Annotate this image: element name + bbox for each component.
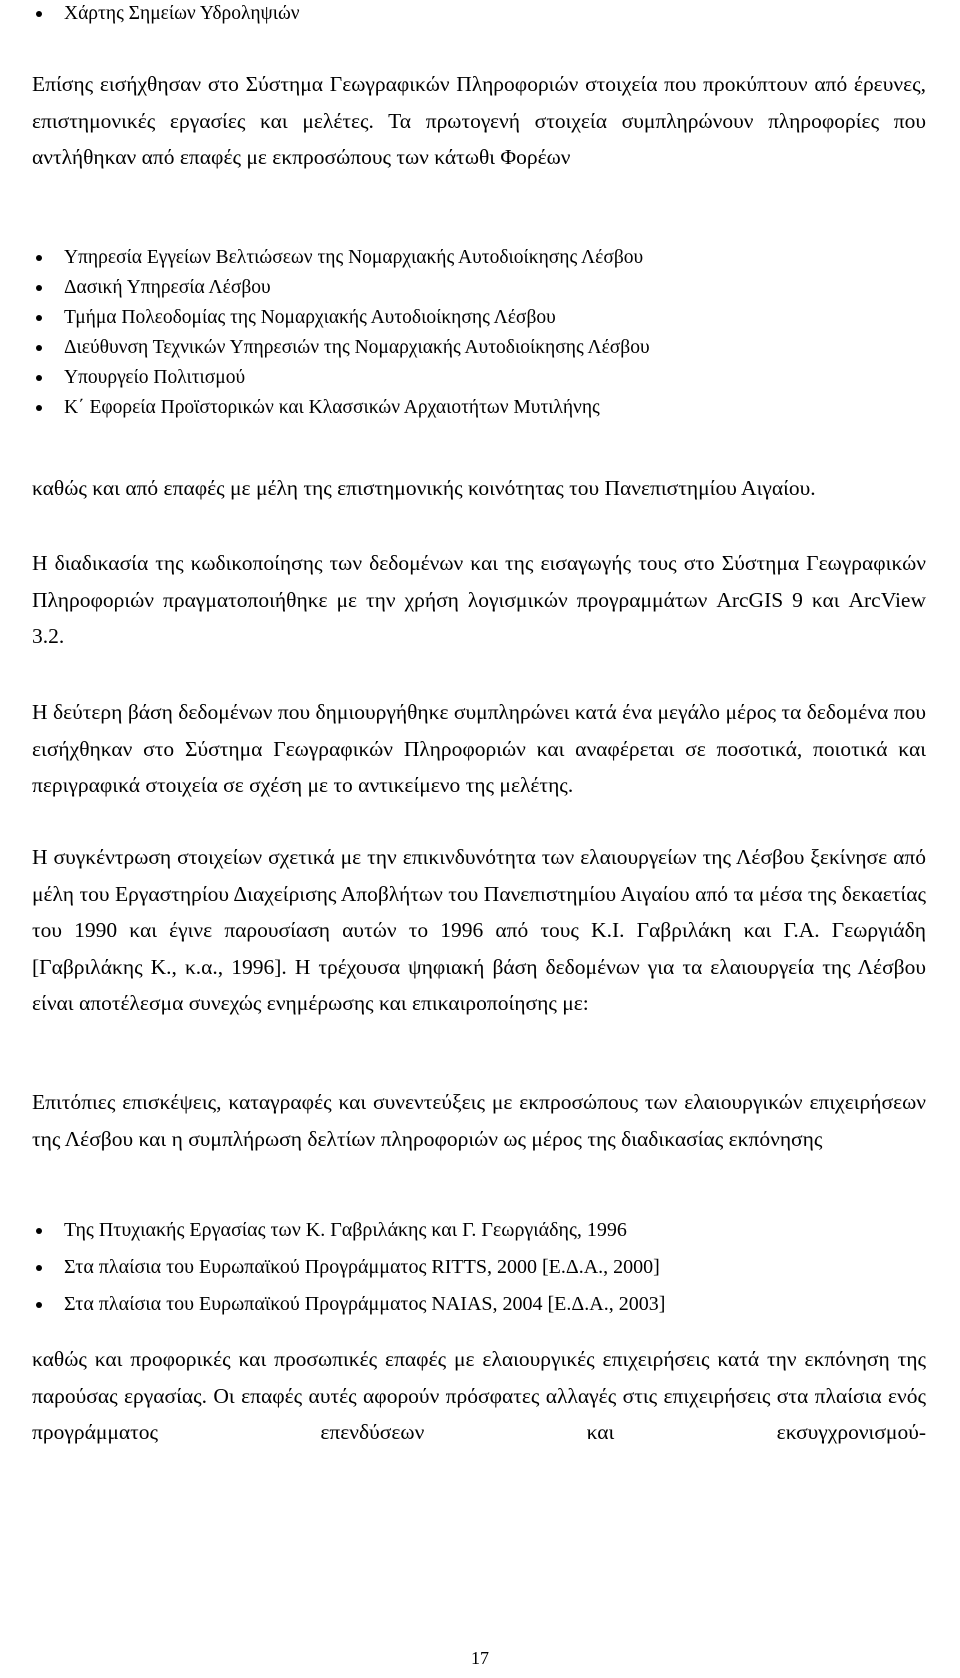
list-item: Διεύθυνση Τεχνικών Υπηρεσιών της Νομαρχιακής Αυτοδιοίκησης Λέσβου <box>32 333 926 363</box>
paragraph-second-database: Η δεύτερη βάση δεδομένων που δημιουργήθηκε συμπληρώνει κατά ένα μεγάλο μέρος τα δεδομένα που εισήχθηκαν στο Σύστημα Γεωγραφικών Πληροφοριών και αναφέρεται σε ποσοτικά, ποιοτικά και περιγραφικά στοιχεία σε σχέση με το αντικείμενο της μελέτης. <box>32 700 926 797</box>
list-item: Υπηρεσία Εγγείων Βελτιώσεων της Νομαρχιακής Αυτοδιοίκησης Λέσβου <box>32 243 926 273</box>
list-item: Δασική Υπηρεσία Λέσβου <box>32 273 926 303</box>
page-number: 17 <box>471 1648 489 1668</box>
list-item: Κ΄ Εφορεία Προϊστορικών και Κλασσικών Αρχαιοτήτων Μυτιλήνης <box>32 393 926 423</box>
list-item: Τμήμα Πολεοδομίας της Νομαρχιακής Αυτοδιοίκησης Λέσβου <box>32 303 926 333</box>
top-bullet-list <box>32 0 926 28</box>
list-item: Στα πλαίσια του Ευρωπαϊκού Προγράμματος RITTS, 2000 [Ε.Δ.Α., 2000] <box>32 1249 926 1286</box>
paragraph-coding: Η διαδικασία της κωδικοποίησης των δεδομένων και της εισαγωγής τους στο Σύστημα Γεωγραφικών Πληροφοριών πραγματοποιήθηκε με την χρήση λογισμικών προγραμμάτων ArcGIS 9 και ArcView 3.2. <box>32 551 926 648</box>
paragraph-olive-mills: Η συγκέντρωση στοιχείων σχετικά με την επικινδυνότητα των ελαιουργείων της Λέσβου ξεκίνησε από μέλη του Εργαστηρίου Διαχείρισης Αποβλήτων του Πανεπιστημίου Αιγαίου από τα μέσα της δεκαετίας του 1990 και έγινε παρουσίαση αυτών το 1996 από τους Κ.Ι. Γαβριλάκη και Γ.Α. Γεωργιάδη [Γαβριλάκης Κ., κ.α., 1996]. Η τρέχουσα ψηφιακή βάση δεδομένων για τα ελαιουργεία της Λέσβου είναι αποτέλεσμα συνεχώς ενημέρωσης και επικαιροποίησης με: <box>32 845 926 1015</box>
list-item: Χάρτης Σημείων Υδροληψιών <box>32 0 926 28</box>
paragraph-contacts: καθώς και προφορικές και προσωπικές επαφές με ελαιουργικές επιχειρήσεις κατά την εκπόνηση της παρούσας εργασίας. Οι επαφές αυτές αφορούν πρόσφατες αλλαγές στις επιχειρήσεις στα πλαίσια ενός προγράμματος επενδύσεων και εκσυγχρονισμού- <box>32 1347 926 1444</box>
sources-list <box>32 1212 926 1323</box>
list-item: Της Πτυχιακής Εργασίας των Κ. Γαβριλάκης και Γ. Γεωργιάδης, 1996 <box>32 1212 926 1249</box>
paragraph-intro: Επίσης εισήχθησαν στο Σύστημα Γεωγραφικών Πληροφοριών στοιχεία που προκύπτουν από έρευνες, επιστημονικές εργασίες και μελέτες. Τα πρωτογενή στοιχεία συμπληρώνουν πληροφορίες που αντλήθηκαν από επαφές με εκπροσώπους των κάτωθι Φορέων <box>32 72 926 169</box>
paragraph-university: καθώς και από επαφές με μέλη της επιστημονικής κοινότητας του Πανεπιστημίου Αιγαίου. <box>32 476 816 500</box>
list-item: Στα πλαίσια του Ευρωπαϊκού Προγράμματος NAIAS, 2004 [Ε.Δ.Α., 2003] <box>32 1286 926 1323</box>
paragraph-site-visits: Επιτόπιες επισκέψεις, καταγραφές και συνεντεύξεις με εκπροσώπους των ελαιουργικών επιχειρήσεων της Λέσβου και η συμπλήρωση δελτίων πληροφοριών ως μέρος της διαδικασίας εκπόνησης <box>32 1090 926 1151</box>
agencies-list <box>32 243 926 423</box>
list-item: Υπουργείο Πολιτισμού <box>32 363 926 393</box>
